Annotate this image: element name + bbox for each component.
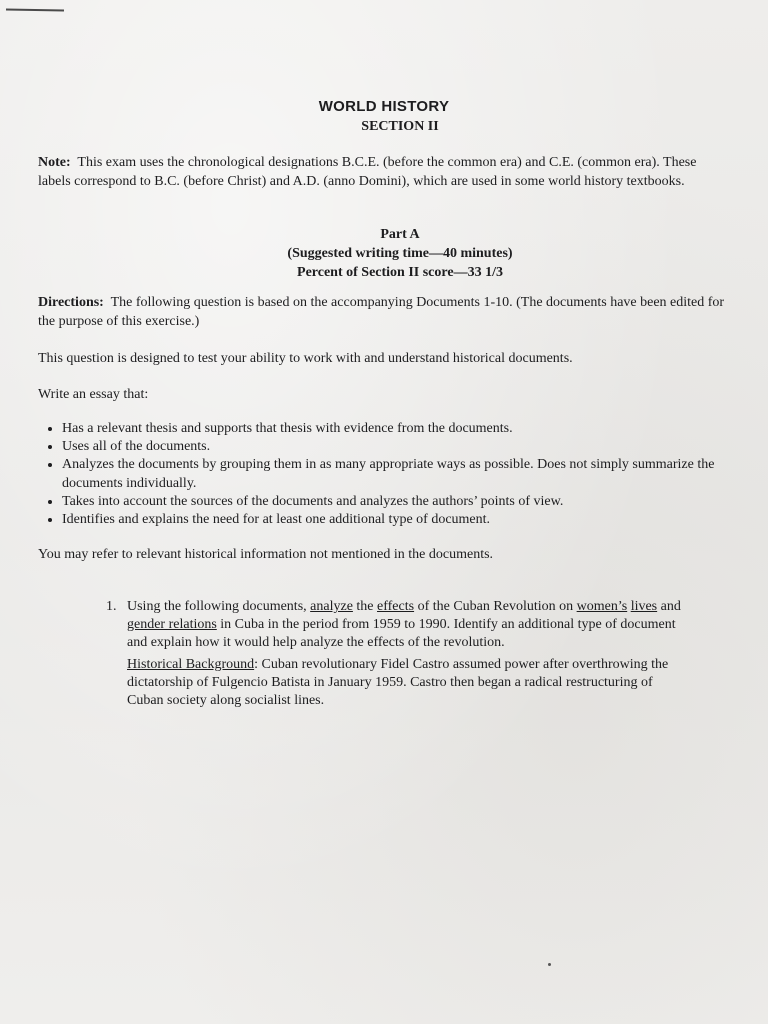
criteria-item: • Identifies and explains the need for at least one additional type of document. [62, 511, 722, 529]
question-keyword-analyze: analyze [310, 599, 353, 614]
criteria-item: • Takes into account the sources of the documents and analyzes the authors’ points of view. [62, 493, 722, 511]
note-label: Note: [38, 155, 71, 170]
criteria-item: • Uses all of the documents. [62, 438, 722, 456]
question-keyword-lives: lives [630, 599, 658, 614]
question-text [127, 598, 686, 652]
note-paragraph [38, 154, 728, 191]
background-text: : Cuban revolutionary Fidel Castro assumed power after overthrowing the dictatorship of Fulgencio Batista in January 1959. Castro then began a radical restructuring of Cuban society along socialist lines. [127, 657, 669, 708]
criteria-item: • Has a relevant thesis and supports that thesis with evidence from the documents. [62, 420, 722, 438]
part-time: (Suggested writing time—40 minutes) [287, 246, 513, 261]
question-keyword-womens: women’s [576, 599, 628, 614]
historical-background [127, 656, 687, 710]
criteria-list [38, 420, 722, 529]
question-part: of the Cuban Revolution on [414, 599, 577, 614]
directions-text: The following question is based on the accompanying Documents 1-10. (The documents have been edited for the purpose of this exercise.) [38, 295, 725, 329]
question-part: the [352, 599, 378, 614]
directions-label: Directions: [38, 295, 104, 310]
purpose-text: This question is designed to test your ability to work with and understand historical documents. [38, 351, 573, 366]
question-number: 1. [106, 599, 117, 614]
directions-paragraph [38, 294, 738, 331]
refer-text: You may refer to relevant historical information not mentioned in the documents. [38, 547, 494, 562]
pen-mark [6, 8, 64, 11]
question-keyword-effects: effects [377, 599, 415, 614]
question-part: and [657, 599, 681, 614]
criteria-item: • Analyzes the documents by grouping them in as many appropriate ways as possible. Does not simply summarize the documents individually. [62, 456, 722, 492]
background-label: Historical Background [127, 657, 255, 672]
question-keyword-gender: gender relations [127, 617, 217, 632]
part-percent: Percent of Section II score—33 1/3 [297, 265, 503, 280]
question-part: in Cuba in the period from 1959 to 1990. Identify an additional type of document and explain how it would help analyze the effects of the revolution. [127, 617, 676, 650]
section-subtitle: SECTION II [361, 119, 439, 134]
paper-speck [548, 963, 551, 966]
essay-intro: Write an essay that: [38, 387, 149, 402]
page-title: WORLD HISTORY [318, 98, 450, 115]
question-part: Using the following documents, [127, 599, 311, 614]
part-title: Part A [380, 227, 420, 242]
note-text: This exam uses the chronological designations B.C.E. (before the common era) and C.E. (common era). These labels correspond to B.C. (before Christ) and A.D. (anno Domini), which are used in some world history textbooks. [38, 155, 697, 189]
question-1 [106, 598, 686, 652]
